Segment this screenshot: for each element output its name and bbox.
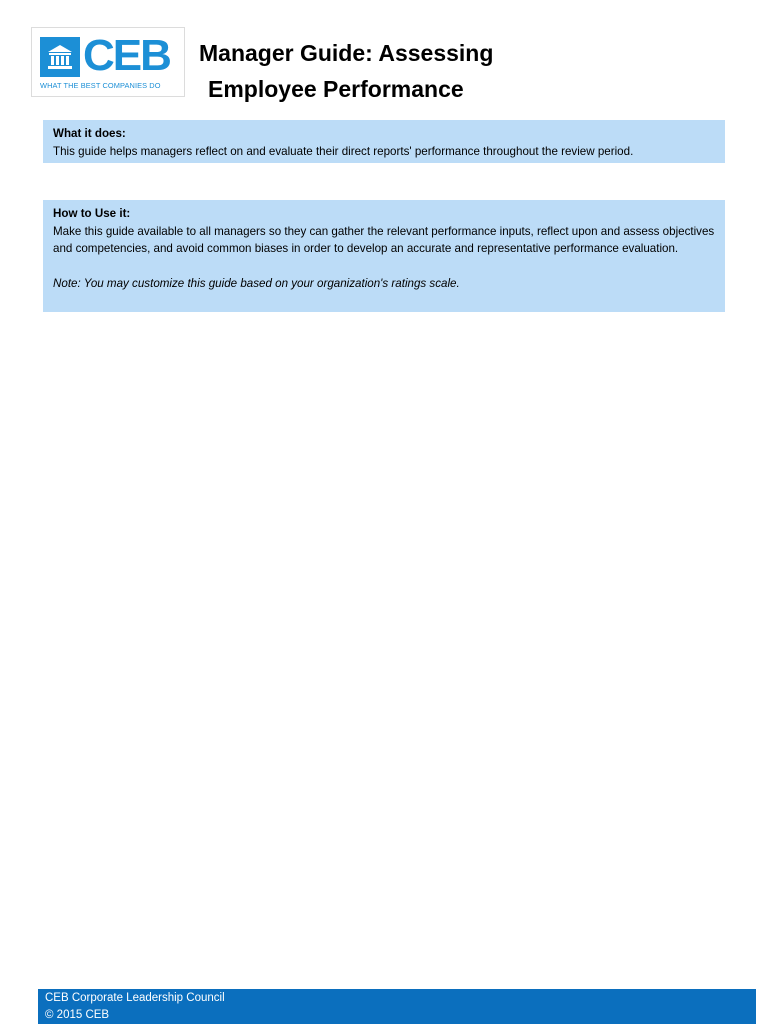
how-to-use-box bbox=[43, 200, 725, 312]
page-title-line-2: Employee Performance bbox=[208, 76, 464, 102]
what-it-does-heading: What it does: bbox=[53, 127, 126, 140]
ceb-logo bbox=[31, 27, 185, 97]
logo-wordmark: CEB bbox=[83, 31, 170, 80]
how-to-use-heading: How to Use it: bbox=[53, 207, 131, 220]
logo-tagline: WHAT THE BEST COMPANIES DO bbox=[40, 81, 161, 90]
how-to-use-note: Note: You may customize this guide based on your organization's ratings scale. bbox=[53, 276, 460, 290]
page-title-line-1: Manager Guide: Assessing bbox=[199, 40, 494, 66]
how-to-use-text: Make this guide available to all managers so they can gather the relevant performance inputs, reflect upon and assess objectives and competencies, and avoid common biases in order to develop an accurate and representative performance evaluation. bbox=[53, 224, 715, 255]
what-it-does-text: This guide helps managers reflect on and evaluate their direct reports' performance throughout the review period. bbox=[53, 144, 634, 158]
what-it-does-box bbox=[43, 120, 725, 163]
footer-organization: CEB Corporate Leadership Council bbox=[45, 992, 225, 1004]
footer-bar bbox=[38, 989, 756, 1024]
footer-copyright: © 2015 CEB bbox=[45, 1008, 110, 1021]
bank-building-icon bbox=[40, 37, 80, 77]
page-title bbox=[199, 35, 493, 107]
